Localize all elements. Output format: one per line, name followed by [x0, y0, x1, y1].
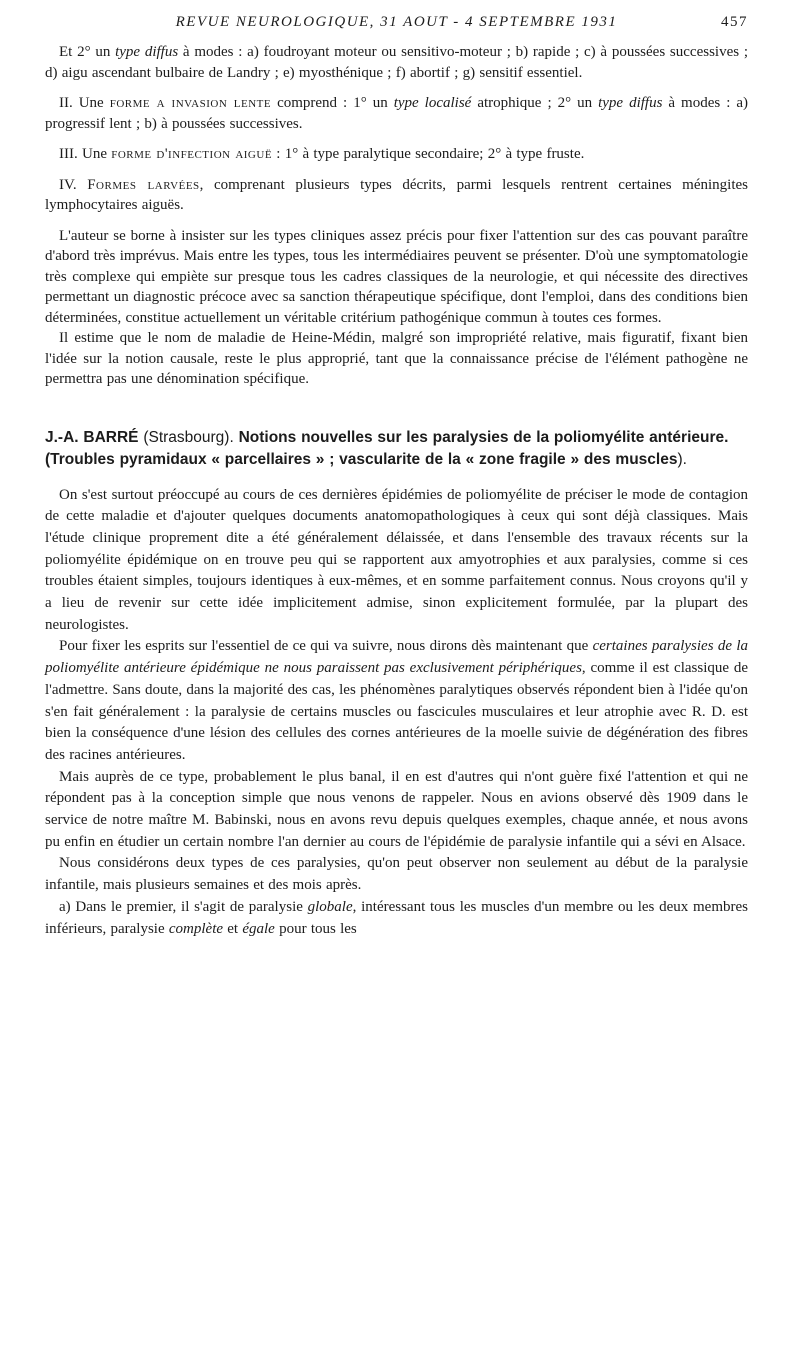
article-body [45, 485, 748, 941]
running-head [45, 14, 748, 40]
body-paragraph-3: Mais auprès de ce type, probablement le plus banal, il en est d'autres qui n'ont guère fixé l'attention et qui ne répondent pas à la conception simple que nous venons de rappeler. Nous en avions observé dès 1909 dans le service de notre maître M. Babinski, nous en avons revu depuis quelques exemples, chaque année, et nous avons pu enfin en étudier un certain nombre l'an dernier au cours de l'épidémie de paralysie infantile qui a sévi en Alsace. [45, 768, 748, 850]
page-number: 457 [721, 14, 748, 30]
paragraph-diffuse-type: Et 2° un type diffus à modes : a) foudroyant moteur ou sensitivo-moteur ; b) rapide ; c) à poussées successives ; d) aigu ascendant bulbaire de Landry ; e) myosthénique ; f) abortif ; g) sensitif essentiel. [45, 44, 748, 81]
body-paragraph-2: Pour fixer les esprits sur l'essentiel de ce qui va suivre, nous dirons dès maintenant que certaines paralysies de la poliomyélite antérieure épidémique ne nous paraissent pas exclusivement périphériques, comme il est classique de l'admettre. Sans doute, dans la majorité des cas, les phénomènes paralytiques observés répondent bien à l'idée qu'on s'en fait généralement : la paralysie de certains muscles ou fascicules musculaires et leur atrophie avec R. D. est bien la conséquence d'une lésion des cellules des cornes antérieures de la moelle suivie de dégénération des fibres des racines antérieures. [45, 638, 748, 763]
paragraph-heine-medin: Il estime que le nom de maladie de Heine-Médin, malgré son impropriété relative, mais figuratif, fixant bien l'idée sur la notion causale, reste le plus approprié, tant que la connaissance précise de l'élément pathogène ne permettra pas une dénomination spécifique. [45, 330, 748, 387]
article-author: J.-A. BARRÉ [45, 428, 139, 446]
article-affiliation: (Strasbourg). [138, 428, 239, 446]
article-heading: J.-A. BARRÉ (Strasbourg). Notions nouvelles sur les paralysies de la poliomyélite antérieure. (Troubles pyramidaux « parcellaires » ; vascularite de la « zone fragile » des muscles). [45, 428, 729, 468]
paragraph-form-iii: III. Une forme d'infection aiguë : 1° à type paralytique secondaire; 2° à type fruste. [59, 146, 585, 162]
body-paragraph-1: On s'est surtout préoccupé au cours de ces dernières épidémies de poliomyélite de préciser le mode de contagion de cette maladie et d'ajouter quelques documents anatomopathologiques à ceux qui sont déjà classiques. Mais l'étude clinique proprement dite a été généralement délaissée, et dans l'ensemble des travaux récents sur la poliomyélite épidémique on en trouve peu qui se rapportent aux amyotrophies et aux paralysies, comme si ces troubles étaient simples, toujours identiques à eux-mêmes, et en somme parfaitement connus. Nous croyons qu'il y a lieu de revenir sur cette idée implicitement admise, sinon explicitement formulée, par la plupart des neurologistes. [45, 486, 748, 633]
paragraph-form-ii: II. Une forme a invasion lente comprend : 1° un type localisé atrophique ; 2° un type diffus à modes : a) progressif lent ; b) à poussées successives. [45, 95, 749, 132]
paragraph-author-summary: L'auteur se borne à insister sur les types cliniques assez précis pour fixer l'attention sur des cas pouvant paraître d'abord très imprévus. Mais entre les types, tous les intermédiaires peuvent se présenter. D'où une symptomatologie très complexe qui empiète sur presque tous les cadres classiques de la neurologie, et qui nécessite des directives permettant un diagnostic précoce avec sa sanction thérapeutique spécifique, dont l'emploi, dans des conditions bien déterminées, constitue actuellement un véritable critérium pathogénique commun à toutes ces formes. [45, 227, 748, 326]
body-paragraph-4: Nous considérons deux types de ces paralysies, qu'on peut observer non seulement au début de la paralysie infantile, mais plusieurs semaines et des mois après. [45, 855, 748, 894]
article-title: Notions nouvelles sur les paralysies de la poliomyélite antérieure. (Troubles pyramidaux « parcellaires » ; vascularite de la « zone fragile » des muscles [45, 428, 729, 468]
body-paragraph-5: a) Dans le premier, il s'agit de paralysie globale, intéressant tous les muscles d'un membre ou les deux membres inférieurs, paralysie complète et égale pour tous les [45, 898, 748, 937]
paragraph-form-iv: IV. Formes larvées, comprenant plusieurs types décrits, parmi lesquels rentrent certaines méningites lymphocytaires aiguës. [45, 176, 748, 213]
running-title: REVUE NEUROLOGIQUE, 31 AOUT - 4 SEPTEMBRE 1931 [175, 14, 618, 30]
